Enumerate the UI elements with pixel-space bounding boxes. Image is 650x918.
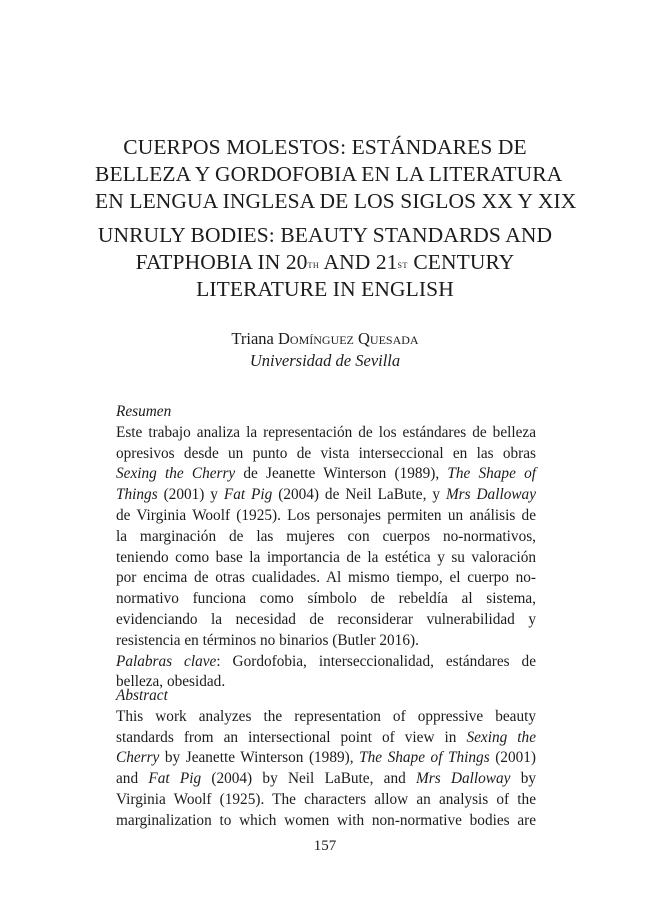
text-line (116, 728, 536, 749)
text-line (116, 423, 536, 444)
title-english (95, 222, 555, 303)
italic-text: Mrs Dalloway (445, 486, 536, 504)
italic-text: Sexing the (466, 728, 536, 746)
page-number: 157 (313, 838, 337, 854)
body-text: by Jeanette Winterson (1989), (159, 749, 360, 767)
body-text: belleza, obesidad. (116, 673, 226, 691)
text-line (116, 485, 536, 506)
body-text: la marginación de las mujeres con cuerpos no-normativos, (116, 527, 536, 545)
resumen-section (116, 402, 536, 693)
italic-text: The Shape of Things (359, 749, 490, 767)
italic-text: Sexing the Cherry (116, 465, 236, 483)
title-english-line (95, 249, 555, 276)
body-text: This work analyzes the representation of oppressive beauty (116, 707, 536, 725)
text-line (116, 548, 536, 569)
abstract-section (116, 686, 536, 832)
title-spanish-line: BELLEZA Y GORDOFOBIA EN LA LITERATURA (95, 162, 563, 186)
title-text: AND 21 (319, 250, 398, 274)
text-line (116, 790, 536, 811)
ordinal-superscript: ST (397, 261, 408, 270)
abstract-heading: Abstract (116, 687, 168, 704)
text-line (116, 748, 536, 769)
body-text: : Gordofobia, interseccionalidad, estándares de (216, 652, 536, 670)
title-spanish-line: EN LENGUA INGLESA DE LOS SIGLOS XX Y XIX (95, 189, 577, 213)
body-text: and (116, 770, 149, 788)
text-line (116, 527, 536, 548)
text-line (116, 707, 536, 728)
body-text: (2001) (489, 749, 536, 767)
body-text: normativo funciona como símbolo de rebeldía al sistema, (116, 590, 536, 608)
body-text: (2004) by Neil LaBute, and (201, 770, 417, 788)
italic-text: Cherry (116, 749, 160, 767)
text-line (116, 444, 536, 465)
author-affiliation: Universidad de Sevilla (249, 351, 401, 370)
italic-text: Palabras clave (116, 652, 217, 670)
title-spanish (95, 134, 577, 215)
italic-text: Fat Pig (223, 486, 273, 504)
title-text: CENTURY (407, 250, 515, 274)
body-text: (2004) de Neil LaBute, y (272, 486, 446, 504)
text-line (116, 610, 536, 631)
author-name (0, 329, 650, 349)
body-text: resistencia en términos no binarios (Butler 2016). (116, 631, 419, 649)
title-english-line: LITERATURE IN ENGLISH (196, 277, 454, 301)
text-line (116, 589, 536, 610)
resumen-heading: Resumen (116, 403, 172, 420)
body-text: marginalization to which women with non-normative bodies are (116, 811, 536, 829)
body-text: standards from an intersectional point of view in (116, 728, 467, 746)
italic-text: The Shape of (447, 465, 536, 483)
title-spanish-line: CUERPOS MOLESTOS: ESTÁNDARES DE (123, 135, 527, 159)
text-line (116, 631, 536, 652)
body-text: (2001) y (157, 486, 224, 504)
author-first-name: Triana (231, 329, 278, 348)
body-text: opresivos desde un punto de vista interseccional en las obras (116, 444, 536, 462)
text-line (116, 811, 536, 832)
body-text: Virginia Woolf (1925). The characters allow an analysis of the (116, 790, 536, 808)
abstract-body (116, 707, 536, 832)
body-text: evidenciando la necesidad de reconsiderar vulnerabilidad y (116, 610, 536, 628)
italic-text: Fat Pig (148, 770, 202, 788)
text-line (116, 769, 536, 790)
text-line (116, 652, 536, 673)
body-text: teniendo como base la importancia de la estética y su valoración (116, 548, 536, 566)
title-text: FATPHOBIA IN 20 (135, 250, 308, 274)
italic-text: Things (116, 486, 158, 504)
italic-text: Mrs Dalloway (416, 770, 511, 788)
ordinal-superscript: TH (307, 261, 320, 270)
author-surname: Domínguez Quesada (277, 329, 419, 348)
title-english-line: UNRULY BODIES: BEAUTY STANDARDS AND (97, 223, 553, 247)
text-line (116, 568, 536, 589)
body-text: by (510, 770, 536, 788)
text-line (116, 464, 536, 485)
body-text: por encima de otras cualidades. Al mismo tiempo, el cuerpo no- (116, 569, 536, 587)
body-text: de Jeanette Winterson (1989), (235, 465, 448, 483)
text-line (116, 506, 536, 527)
body-text: de Virginia Woolf (1925). Los personajes permiten un análisis de (116, 506, 536, 524)
body-text: Este trabajo analiza la representación de los estándares de belleza (116, 423, 536, 441)
resumen-body (116, 423, 536, 693)
